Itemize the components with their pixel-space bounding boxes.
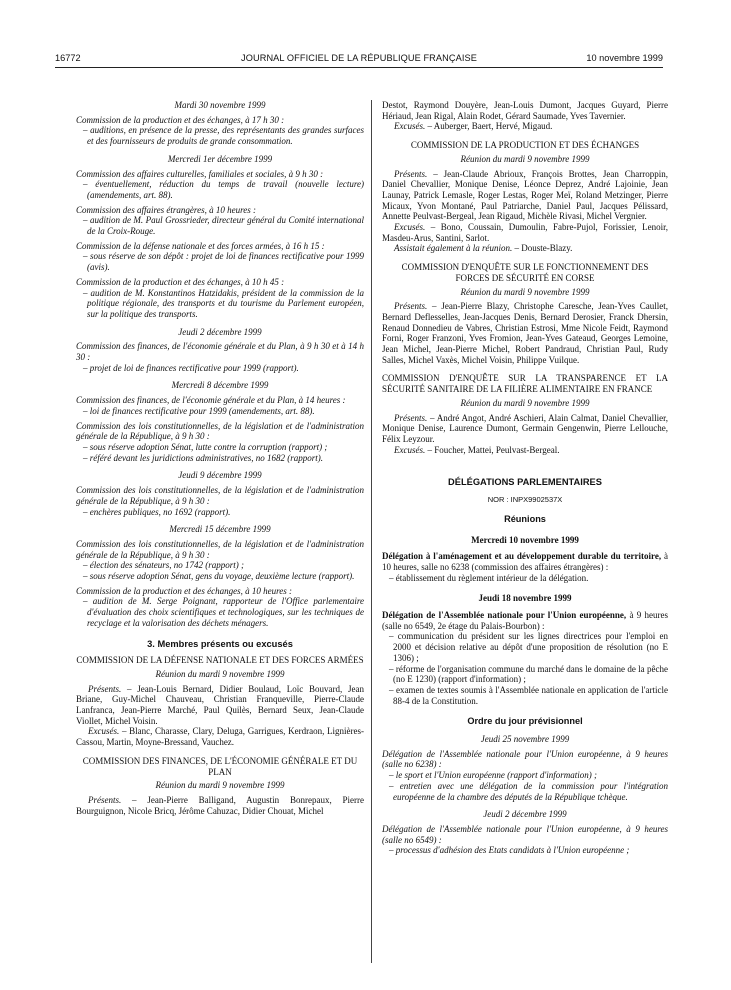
block-title: Commission de la production et des échanges, à 17 h 30 : bbox=[76, 114, 285, 125]
reunion-item: – examen de textes soumis à l'Assemblée nationale en application de l'article 88-4 de la Constitution. bbox=[389, 684, 668, 706]
block-item: – sous réserve adoption Sénat, gens du voyage, deuxième lecture (rapport). bbox=[83, 571, 355, 582]
excuses-paragraph bbox=[382, 445, 668, 456]
commission-name: COMMISSION D'ENQUÊTE SUR LE FONCTIONNEMENT DES FORCES DE SÉCURITÉ EN CORSE bbox=[401, 262, 649, 283]
presents-paragraph bbox=[382, 169, 668, 223]
presents-list: – Jean-Claude Abrioux, François Brottes, Jean Charroppin, Daniel Chevallier, Monique Denise, Léonce Deprez, André Lajoinie, Jean Launay, Patrick Lemasle, Roger Lestas, Roger Meï, Roland Metzinger, Pierre Micaux, Yvon Montané, Paul Patriarche, Daniel Paul, Jacques Pélissard, Annette Peulvast-Bergeal, Jean Rigaud, Michèle Rivasi, Michel Vergnier. bbox=[382, 168, 668, 222]
block-item: – le sport et l'Union européenne (rapport d'information) ; bbox=[389, 770, 597, 781]
excuses-list: – Auberger, Baert, Hervé, Migaud. bbox=[427, 121, 553, 132]
date-heading: Mercredi 1er décembre 1999 bbox=[167, 153, 273, 164]
block-item: – référé devant les juridictions administratives, no 1682 (rapport). bbox=[83, 452, 323, 463]
excuses-list: – Bono, Coussain, Dumoulin, Fabre-Pujol, Forissier, Lenoir, Masdeu-Arus, Santini, Sarlot. bbox=[382, 222, 668, 243]
block-item: – élection des sénateurs, no 1742 (rapport) ; bbox=[83, 560, 244, 571]
reunion-date: Jeudi 18 novembre 1999 bbox=[478, 593, 572, 604]
block-title: Commission des finances, de l'économie générale et du Plan, à 14 heures : bbox=[76, 395, 346, 406]
date-heading: Mercredi 15 décembre 1999 bbox=[169, 524, 271, 535]
meeting-date: Réunion du mardi 9 novembre 1999 bbox=[155, 780, 285, 791]
reunion-title bbox=[382, 551, 668, 572]
commission-name: COMMISSION DE LA PRODUCTION ET DES ÉCHANGES bbox=[410, 140, 640, 151]
presents-list: – Jean-Pierre Blazy, Christophe Caresche, Jean-Yves Caullet, Bernard Deflesselles, Jean-Jacques Denis, Bernard Derosier, Franck Dhersin, Renaud Donnedieu de Vabres, Christian Estrosi, Mme Nicole Feidt, Raymond Forni, Roger Franzoni, Yves Fromion, Jean-Yves Gateaud, Georges Lemoine, Jean Michel, Jean-Pierre Michel, Robert Pandraud, Christian Paul, Rudy Salles, Michel Vaxès, Michel Voisin, Philippe Vuilque. bbox=[382, 301, 668, 365]
meeting-date: Réunion du mardi 9 novembre 1999 bbox=[460, 397, 590, 408]
agenda-block bbox=[382, 749, 668, 803]
presents-label: Présents. bbox=[394, 168, 428, 179]
presents-paragraph bbox=[76, 684, 364, 727]
left-column bbox=[76, 100, 364, 816]
presents-paragraph bbox=[76, 795, 364, 816]
excuses-list: – Foucher, Mattei, Peulvast-Bergeal. bbox=[427, 444, 560, 455]
reunion-title bbox=[382, 610, 668, 631]
page-number: 16772 bbox=[55, 53, 81, 63]
commission-name: COMMISSION DE LA DÉFENSE NATIONALE ET DES FORCES ARMÉES bbox=[76, 655, 364, 666]
issue-date: 10 novembre 1999 bbox=[586, 53, 663, 63]
delegation-details: à 9 heures (salle no 6549, 2e étage du Palais-Bourbon) : bbox=[382, 610, 668, 631]
section-heading: 3. Membres présents ou excusés bbox=[147, 638, 293, 649]
block-title: Délégation de l'Assemblée nationale pour l'Union européenne, à 9 heures (salle no 6549) : bbox=[382, 823, 668, 845]
commission-name: COMMISSION DES FINANCES, DE L'ÉCONOMIE GÉNÉRALE ET DU PLAN bbox=[82, 755, 358, 777]
delegation-name: Délégation de l'Assemblée nationale pour l'Union européenne, bbox=[382, 610, 627, 621]
block-title: Délégation de l'Assemblée nationale pour l'Union européenne, à 9 heures (salle no 6238) : bbox=[382, 748, 668, 770]
meeting-date: Réunion du mardi 9 novembre 1999 bbox=[155, 668, 285, 679]
excuses-paragraph bbox=[76, 726, 364, 747]
meeting-date: Réunion du mardi 9 novembre 1999 bbox=[460, 153, 590, 164]
block-item: – audition de M. Konstantinos Hatzidakis, président de la commission de la politique régionale, des transports et du tourisme du Parlement européen, sur la politique des transports. bbox=[83, 287, 364, 319]
block-title: Commission des affaires étrangères, à 10 heures : bbox=[76, 204, 256, 215]
presents-continued: Destot, Raymond Douyère, Jean-Louis Dumont, Jacques Guyard, Pierre Hériaud, Jean Rigal, Alain Rodet, Gérard Saumade, Yves Tavernier. bbox=[382, 100, 668, 121]
excuses-paragraph bbox=[382, 121, 668, 132]
excuses-label: Excusés. bbox=[394, 222, 426, 233]
agenda-block bbox=[76, 205, 364, 237]
presents-list: – André Angot, André Aschieri, Alain Calmat, Daniel Chevallier, Monique Denise, Laurence Dumont, Germain Gengenwin, Pierre Lellouche, Félix Leyzour. bbox=[382, 412, 669, 444]
excuses-list: – Blanc, Charasse, Clary, Deluga, Garrigues, Kerdraon, Lignières-Cassou, Martin, Moyne-Bressand, Vauchez. bbox=[76, 726, 365, 748]
commission-name: COMMISSION D'ENQUÊTE SUR LA TRANSPARENCE ET LA SÉCURITÉ SANITAIRE DE LA FILIÈRE ALIMENTAIRE EN FRANCE bbox=[382, 373, 668, 395]
date-heading: Jeudi 2 décembre 1999 bbox=[178, 326, 262, 337]
ordre-date: Jeudi 25 novembre 1999 bbox=[480, 734, 570, 745]
nor-reference: NOR : INPX9902537X bbox=[487, 495, 563, 505]
delegation-name: Délégation à l'aménagement et au développement durable du territoire, bbox=[382, 551, 662, 562]
block-item: – enchères publiques, no 1692 (rapport). bbox=[83, 506, 231, 517]
ordre-date: Jeudi 2 décembre 1999 bbox=[483, 809, 567, 820]
excuses-paragraph bbox=[382, 222, 668, 243]
presents-label: Présents. bbox=[88, 794, 122, 805]
reunion-item: – communication du président sur les lignes directrices pour l'emploi en 2000 et décision relative au dépôt d'une proposition de résolution (no E 1306) ; bbox=[389, 631, 668, 663]
right-column bbox=[382, 100, 668, 856]
agenda-block bbox=[76, 485, 364, 517]
block-item: – entretien avec une délégation de la commission pour l'intégration européenne de la chambre des députés de la République tchèque. bbox=[389, 780, 668, 802]
block-item: – éventuellement, réduction du temps de travail (nouvelle lecture) (amendements, art. 88). bbox=[83, 179, 364, 200]
agenda-block bbox=[76, 277, 364, 320]
presents-paragraph bbox=[382, 301, 668, 365]
agenda-block bbox=[76, 169, 364, 201]
assistait-paragraph bbox=[382, 243, 668, 254]
block-item: – projet de loi de finances rectificative pour 1999 (rapport). bbox=[83, 362, 299, 373]
ordre-heading: Ordre du jour prévisionnel bbox=[467, 716, 583, 727]
block-item: – audition de M. Paul Grossrieder, directeur général du Comité international de la Croix-Rouge. bbox=[83, 215, 364, 237]
block-title: Commission des affaires culturelles, familiales et sociales, à 9 h 30 : bbox=[76, 168, 324, 179]
date-heading: Jeudi 9 décembre 1999 bbox=[178, 470, 262, 481]
presents-paragraph bbox=[382, 413, 668, 445]
presents-label: Présents. bbox=[88, 683, 122, 694]
block-item: – audition de M. Serge Poignant, rapporteur de l'Office parlementaire d'évaluation des choix scientifiques et technologiques, sur les techniques de recyclage et la valorisation des déchets ménagers. bbox=[83, 596, 364, 628]
reunion-date: Mercredi 10 novembre 1999 bbox=[471, 534, 579, 545]
presents-list: – Jean-Louis Bernard, Didier Boulaud, Loïc Bouvard, Jean Briane, Guy-Michel Chauveau, Christian Franqueville, Pierre-Claude Lanfranca, Jean-Pierre Marché, Paul Quilès, Bernard Seux, Jean-Claude Viollet, Michel Voisin. bbox=[76, 683, 365, 726]
meeting-date: Réunion du mardi 9 novembre 1999 bbox=[460, 286, 590, 297]
block-item: – sous réserve adoption Sénat, lutte contre la corruption (rapport) ; bbox=[83, 441, 328, 452]
presents-label: Présents. bbox=[394, 301, 428, 312]
excuses-label: Excusés. bbox=[394, 444, 426, 455]
presents-label: Présents. bbox=[394, 412, 428, 423]
delegations-title: DÉLÉGATIONS PARLEMENTAIRES bbox=[448, 477, 602, 488]
agenda-block bbox=[76, 241, 364, 273]
excuses-label: Excusés. bbox=[394, 121, 426, 132]
presents-list: – Jean-Pierre Balligand, Augustin Bonrepaux, Pierre Bourguignon, Nicole Bricq, Jérôme Cahuzac, Didier Chouat, Michel bbox=[76, 794, 364, 816]
date-heading: Mardi 30 novembre 1999 bbox=[174, 100, 266, 110]
block-item: – auditions, en présence de la presse, des représentants des grandes surfaces et des fournisseurs de produits de grande consommation. bbox=[83, 125, 364, 147]
block-title: Commission de la production et des échanges, à 10 h 45 : bbox=[76, 276, 285, 287]
reunion-item: – réforme de l'organisation commune du marché dans le domaine de la pêche (no E 1230) (rapport d'information) ; bbox=[389, 663, 668, 685]
block-item: – sous réserve de son dépôt : projet de loi de finances rectificative pour 1999 (avis). bbox=[83, 251, 364, 273]
block-title: Commission des lois constitutionnelles, de la législation et de l'administration générale de la République, à 9 h 30 : bbox=[76, 538, 364, 560]
column-divider bbox=[371, 100, 372, 963]
assistait-label: Assistait également à la réunion. bbox=[394, 243, 513, 254]
header-rule bbox=[55, 67, 663, 68]
block-title: Commission des lois constitutionnelles, de la législation et de l'administration générale de la République, à 9 h 30 : bbox=[76, 485, 364, 506]
agenda-block bbox=[382, 824, 668, 856]
reunions-heading: Réunions bbox=[504, 513, 546, 524]
block-item: – loi de finances rectificative pour 1999 (amendements, art. 88). bbox=[83, 405, 315, 416]
delegation-details: à 10 heures, salle no 6238 (commission des affaires étrangères) : bbox=[382, 551, 669, 572]
agenda-block bbox=[76, 395, 364, 416]
block-item: – processus d'adhésion des Etats candidats à l'Union européenne ; bbox=[389, 845, 630, 856]
block-title: Commission des lois constitutionnelles, de la législation et de l'administration générale de la République, à 9 h 30 : bbox=[76, 420, 364, 442]
block-title: Commission de la défense nationale et des forces armées, à 16 h 15 : bbox=[76, 240, 325, 251]
reunion-item: – établissement du règlement intérieur de la délégation. bbox=[389, 572, 589, 583]
agenda-block bbox=[76, 115, 364, 147]
block-title: Commission de la production et des échanges, à 10 heures : bbox=[76, 585, 293, 596]
block-title: Commission des finances, de l'économie générale et du Plan, à 9 h 30 et à 14 h 30 : bbox=[76, 341, 364, 363]
journal-title: JOURNAL OFFICIEL DE LA RÉPUBLIQUE FRANÇAISE bbox=[241, 53, 477, 63]
agenda-block bbox=[76, 586, 364, 629]
agenda-block bbox=[76, 341, 364, 373]
page-header bbox=[55, 53, 663, 67]
agenda-block bbox=[76, 539, 364, 582]
agenda-block bbox=[76, 421, 364, 464]
assistait-list: – Douste-Blazy. bbox=[514, 243, 573, 254]
excuses-label: Excusés. bbox=[88, 726, 120, 737]
date-heading: Mercredi 8 décembre 1999 bbox=[171, 380, 269, 391]
